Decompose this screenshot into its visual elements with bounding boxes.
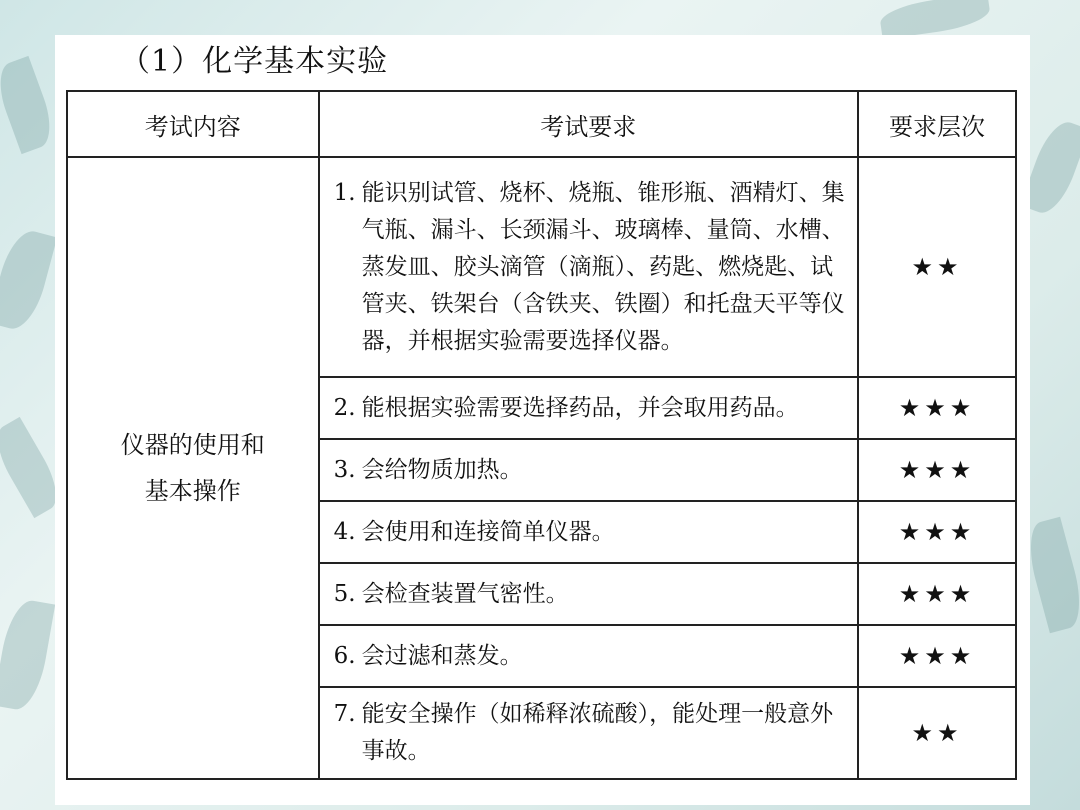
- requirement-cell: [319, 501, 858, 563]
- item-text: 能安全操作（如稀释浓硫酸），能处理一般意外事故。: [361, 701, 834, 764]
- item-number: 4.: [333, 518, 356, 545]
- page-title: （1）化学基本实验: [120, 44, 389, 79]
- level-stars: ★★★: [858, 439, 1016, 501]
- item-text: 会使用和连接简单仪器。: [361, 518, 615, 545]
- item-number: 1.: [333, 179, 356, 206]
- item-text: 会给物质加热。: [361, 456, 523, 483]
- item-number: 7.: [333, 701, 356, 727]
- item-text: 会过滤和蒸发。: [361, 642, 523, 669]
- item-text: 能识别试管、烧杯、烧瓶、锥形瓶、酒精灯、集气瓶、漏斗、长颈漏斗、玻璃棒、量筒、水槽、蒸发皿、胶头滴管（滴瓶）、药匙、燃烧匙、试管夹、铁架台（含铁夹、铁圈）和托盘天平等仪器，并根据实验需要选择仪器。: [361, 179, 845, 354]
- header-requirement-level: 要求层次: [858, 91, 1016, 157]
- requirement-cell: [319, 625, 858, 687]
- level-stars: ★★★: [858, 563, 1016, 625]
- item-number: 2.: [333, 394, 356, 421]
- header-exam-requirement: 考试要求: [319, 91, 858, 157]
- item-text: 会检查装置气密性。: [361, 580, 569, 607]
- table-row: [67, 157, 1016, 377]
- header-exam-content: 考试内容: [67, 91, 319, 157]
- item-number: 6.: [333, 642, 356, 669]
- level-stars: ★★★: [858, 625, 1016, 687]
- level-stars: ★★★: [858, 501, 1016, 563]
- level-stars: ★★★: [858, 377, 1016, 439]
- item-number: 5.: [333, 580, 356, 607]
- item-number: 3.: [333, 456, 356, 483]
- requirement-cell: [319, 157, 858, 377]
- exam-requirements-table: [66, 90, 1017, 780]
- requirement-cell: [319, 439, 858, 501]
- requirement-cell: [319, 563, 858, 625]
- category-line1: 仪器的使用和: [120, 431, 265, 459]
- table-header-row: [67, 91, 1016, 157]
- category-line2: 基本操作: [144, 477, 241, 505]
- item-text: 能根据实验需要选择药品，并会取用药品。: [361, 394, 799, 421]
- level-stars: ★★: [858, 157, 1016, 377]
- requirement-cell: [319, 377, 858, 439]
- level-stars: ★★: [858, 687, 1016, 779]
- category-cell: [67, 157, 319, 779]
- requirement-cell: [319, 687, 858, 779]
